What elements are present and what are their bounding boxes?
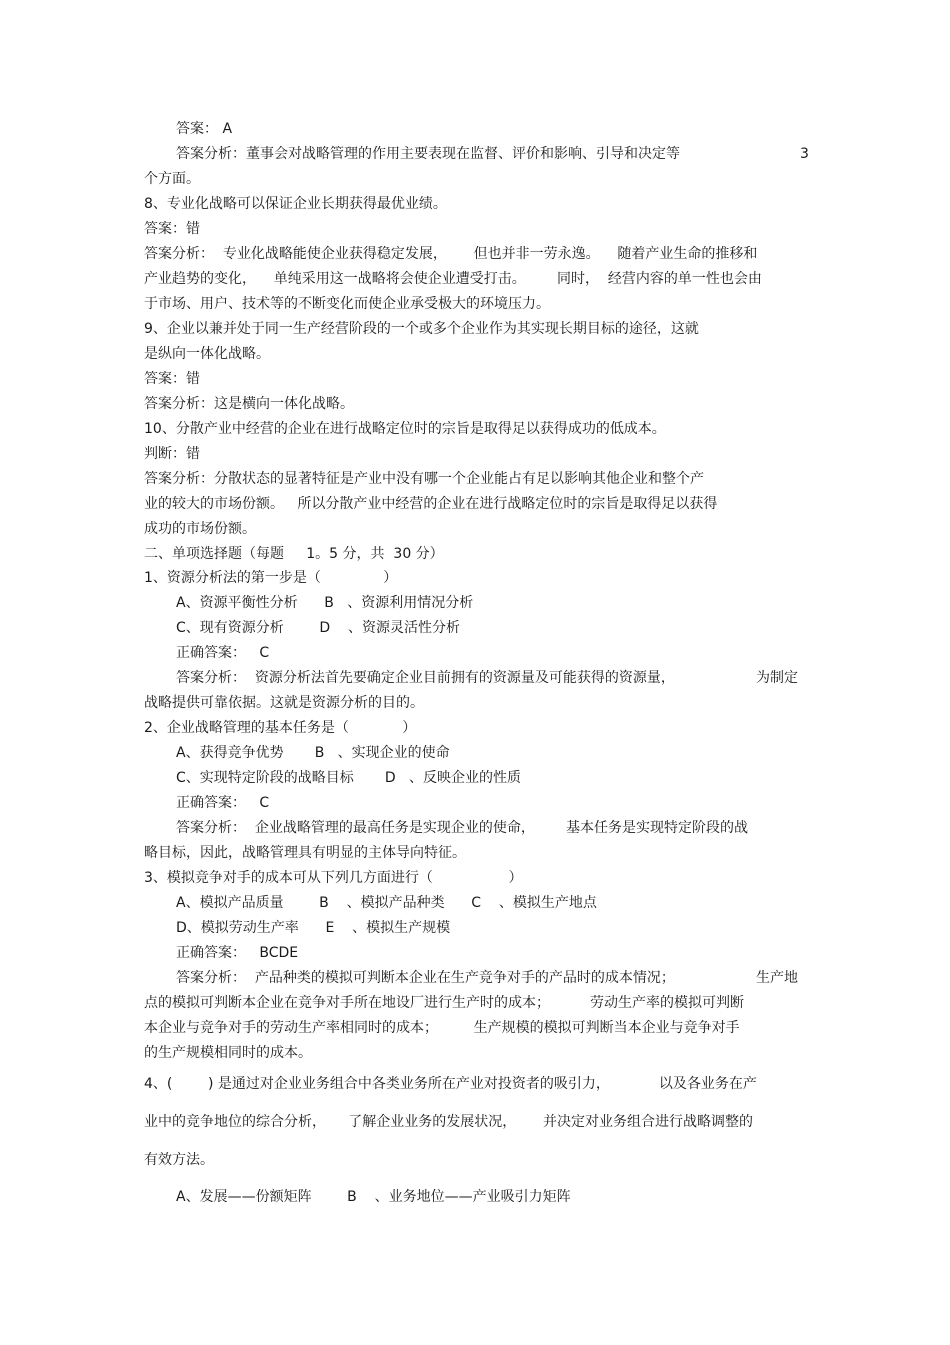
question-3: 3、模拟竞争对手的成本可从下列几方面进行（ ） [144, 870, 523, 886]
analysis-line: 答案分析：董事会对战略管理的作用主要表现在监督、评价和影响、引导和决定等 [176, 146, 680, 162]
options-line: A、获得竞争优势 B 、实现企业的使命 [176, 745, 450, 761]
analysis-line-number: 3 [800, 146, 809, 162]
analysis-line: 答案分析：这是横向一体化战略。 [144, 396, 354, 412]
question-10: 10、分散产业中经营的企业在进行战略定位时的宗旨是取得足以获得成功的低成本。 [144, 421, 666, 437]
analysis-line: 答案分析：分散状态的显著特征是产业中没有哪一个企业能占有足以影响其他企业和整个产 [144, 471, 704, 487]
answer-line: 答案： A [176, 121, 233, 137]
question-8: 8、专业化战略可以保证企业长期获得最优业绩。 [144, 196, 447, 212]
options-line: A、模拟产品质量 B 、模拟产品种类 C 、模拟生产地点 [176, 895, 597, 911]
analysis-line: 答案分析： 资源分析法首先要确定企业目前拥有的资源量及可能获得的资源量， [176, 670, 675, 686]
analysis-line-tail: 为制定 [756, 670, 798, 686]
options-line: A、资源平衡性分析 B 、资源利用情况分析 [176, 595, 474, 611]
answer-line: 答案：错 [144, 221, 200, 237]
analysis-line-cont: 本企业与竞争对手的劳动生产率相同时的成本； 生产规模的模拟可判断当本企业与竞争对手 [144, 1020, 740, 1036]
analysis-line-cont: 于市场、用户、技术等的不断变化而使企业承受极大的环境压力。 [144, 296, 550, 312]
analysis-line: 答案分析： 产品种类的模拟可判断本企业在生产竞争对手的产品时的成本情况； [176, 970, 675, 986]
options-line: D、模拟劳动生产率 E 、模拟生产规模 [176, 920, 451, 936]
question-9-cont: 是纵向一体化战略。 [144, 346, 270, 362]
analysis-line-tail: 生产地 [756, 970, 798, 986]
analysis-line-cont: 的生产规模相同时的成本。 [144, 1045, 312, 1061]
question-4: 4、( ) 是通过对企业业务组合中各类业务所在产业对投资者的吸引力， 以及各业务在产 [144, 1076, 757, 1092]
answer-line: 判断：错 [144, 446, 200, 462]
correct-answer: 正确答案： C [176, 795, 270, 811]
analysis-line-cont: 产业趋势的变化， 单纯采用这一战略将会使企业遭受打击。 同时， 经营内容的单一性也会由 [144, 271, 762, 287]
correct-answer: 正确答案： BCDE [176, 945, 299, 961]
analysis-line-cont: 点的模拟可判断本企业在竞争对手所在地设厂进行生产时的成本； 劳动生产率的模拟可判断 [144, 995, 745, 1011]
analysis-line-cont: 业的较大的市场份额。 所以分散产业中经营的企业在进行战略定位时的宗旨是取得足以获得 [144, 496, 718, 512]
options-line: C、实现特定阶段的战略目标 D 、反映企业的性质 [176, 770, 522, 786]
question-9: 9、企业以兼并处于同一生产经营阶段的一个或多个企业作为其实现长期目标的途径，这就 [144, 321, 699, 337]
options-line: C、现有资源分析 D 、资源灵活性分析 [176, 620, 460, 636]
question-2: 2、企业战略管理的基本任务是（ ） [144, 720, 417, 736]
correct-answer: 正确答案： C [176, 645, 270, 661]
section-heading: 二、单项选择题（每题 1。5 分，共 30 分） [144, 546, 444, 562]
analysis-line: 答案分析： 企业战略管理的最高任务是实现企业的使命， 基本任务是实现特定阶段的战 [176, 820, 749, 836]
analysis-line-cont: 略目标，因此，战略管理具有明显的主体导向特征。 [144, 845, 466, 861]
question-4-cont: 有效方法。 [144, 1152, 214, 1168]
answer-line: 答案：错 [144, 371, 200, 387]
question-4-cont: 业中的竞争地位的综合分析， 了解企业业务的发展状况， 并决定对业务组合进行战略调整的 [144, 1114, 753, 1130]
analysis-line-cont: 成功的市场份额。 [144, 521, 256, 537]
question-1: 1、资源分析法的第一步是（ ） [144, 570, 398, 586]
options-line: A、发展——份额矩阵 B 、业务地位——产业吸引力矩阵 [176, 1189, 571, 1205]
analysis-line-cont: 战略提供可靠依据。这就是资源分析的目的。 [144, 695, 424, 711]
analysis-line-cont: 个方面。 [144, 171, 200, 187]
analysis-line: 答案分析： 专业化战略能使企业获得稳定发展， 但也并非一劳永逸。 随着产业生命的推移和 [144, 246, 758, 262]
